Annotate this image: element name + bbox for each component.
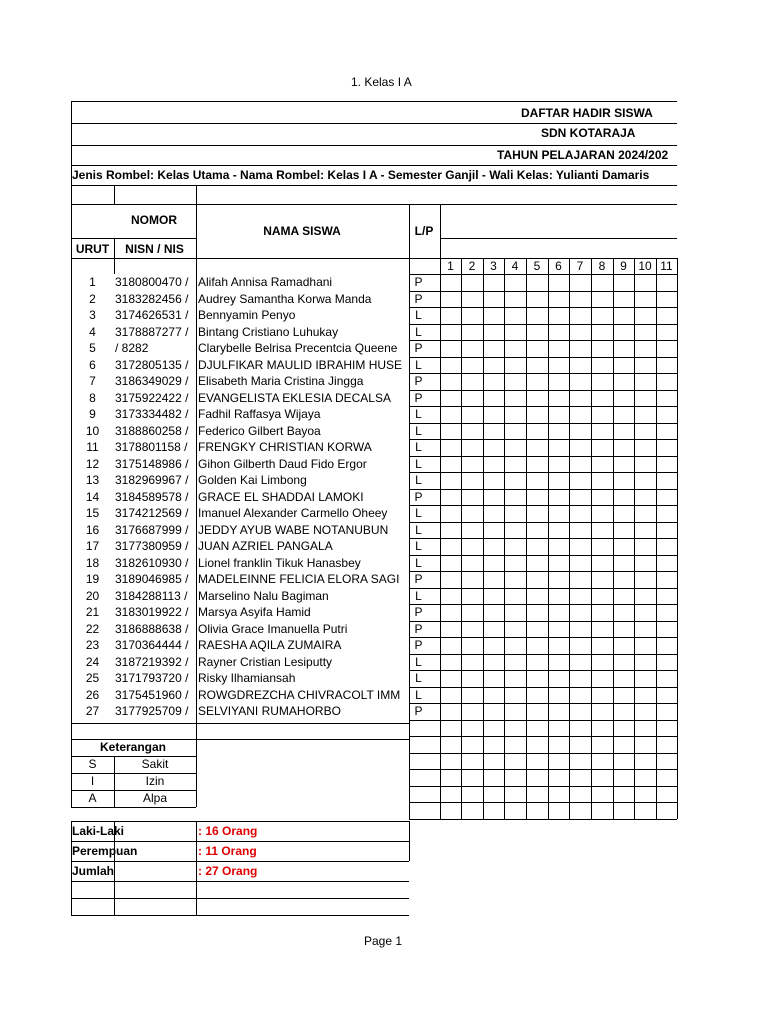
student-number: 7 [89, 374, 96, 388]
student-gender: L [415, 523, 422, 537]
student-number: 25 [85, 671, 100, 685]
summary-line [71, 881, 409, 882]
student-nisn: 3178801158 / [115, 440, 188, 454]
summary-value: : 16 Orang [198, 824, 258, 838]
student-name: Clarybelle Belrisa Precentcia Queene [198, 341, 398, 355]
student-nisn: 3174626531 / [115, 308, 189, 322]
day-header: 1 [447, 259, 454, 273]
student-gender: P [414, 572, 423, 586]
student-gender: P [414, 638, 423, 652]
student-name: Golden Kai Limbong [198, 473, 307, 487]
student-name: EVANGELISTA EKLESIA DECALSA [198, 391, 391, 405]
row-line [409, 819, 677, 820]
student-name: Gihon Gilberth Daud Fido Ergor [198, 457, 367, 471]
table-row [71, 472, 677, 489]
day-header: 3 [490, 259, 497, 273]
grid-line [71, 165, 677, 166]
student-name: Bennyamin Penyo [198, 308, 296, 322]
student-nisn: 3186888638 / [115, 622, 189, 636]
student-gender: P [414, 341, 423, 355]
school-name: SDN KOTARAJA [541, 126, 636, 140]
summary-line [71, 898, 409, 899]
row-line [409, 802, 677, 803]
col-header-nomor: NOMOR [131, 213, 177, 227]
table-row [71, 505, 677, 522]
table-row [71, 324, 677, 341]
student-number: 20 [85, 589, 100, 603]
student-name: FRENGKY CHRISTIAN KORWA [198, 440, 372, 454]
student-name: RAESHA AQILA ZUMAIRA [198, 638, 342, 652]
student-nisn: 3177380959 / [115, 539, 189, 553]
student-gender: L [415, 358, 422, 372]
grid-line [196, 204, 677, 205]
table-row [71, 439, 677, 456]
student-nisn: / 8282 [115, 341, 149, 355]
row-line [409, 753, 677, 754]
day-header: 9 [620, 259, 627, 273]
day-header: 6 [555, 259, 562, 273]
grid-line [409, 204, 410, 274]
student-nisn: 3172805135 / [115, 358, 189, 372]
table-row [71, 291, 677, 308]
academic-year: TAHUN PELAJARAN 2024/202 [497, 148, 669, 162]
student-nisn: 3171793720 / [115, 671, 189, 685]
student-name: JUAN AZRIEL PANGALA [198, 539, 333, 553]
class-info-cell [71, 165, 677, 185]
table-row [71, 423, 677, 440]
student-gender: L [415, 407, 422, 421]
student-name: DJULFIKAR MAULID IBRAHIM HUSE [198, 358, 403, 372]
student-nisn: 3175148986 / [115, 457, 189, 471]
student-name: Marsya Asyifa Hamid [198, 605, 311, 619]
student-number: 1 [89, 275, 96, 289]
page-caption: 1. Kelas I A [351, 75, 412, 89]
table-top-border [71, 101, 677, 102]
table-row [71, 571, 677, 588]
student-gender: P [414, 275, 423, 289]
table-row [71, 373, 677, 390]
student-name: SELVIYANI RUMAHORBO [198, 704, 341, 718]
student-gender: P [414, 490, 423, 504]
student-number: 19 [85, 572, 100, 586]
grid-line [71, 185, 677, 186]
table-row [71, 703, 677, 720]
student-number: 15 [85, 506, 100, 520]
summary-label: Jumlah [72, 864, 115, 878]
student-nisn: 3188860258 / [115, 424, 189, 438]
grid-line [196, 185, 197, 274]
day-header: 7 [576, 259, 584, 273]
student-nisn: 3174212569 / [115, 506, 189, 520]
student-name: Lionel franklin Tikuk Hanasbey [198, 556, 361, 570]
summary-value: : 11 Orang [198, 844, 257, 858]
col-header-nama: NAMA SISWA [263, 224, 341, 238]
student-number: 26 [85, 688, 100, 702]
student-name: Marselino Nalu Bagiman [198, 589, 329, 603]
student-gender: L [415, 506, 422, 520]
student-name: Alifah Annisa Ramadhani [198, 275, 333, 289]
student-gender: L [415, 424, 422, 438]
grid-line [71, 145, 677, 146]
student-number: 16 [85, 523, 100, 537]
student-nisn: 3173334482 / [115, 407, 189, 421]
student-name: Federico Gilbert Bayoa [198, 424, 321, 438]
student-gender: L [415, 308, 422, 322]
table-row [71, 555, 677, 572]
student-name: Rayner Cristian Lesiputty [198, 655, 333, 669]
student-number: 13 [85, 473, 100, 487]
student-gender: P [414, 374, 423, 388]
grid-line [440, 238, 677, 239]
grid-line [71, 123, 677, 124]
day-header: 8 [598, 259, 606, 273]
student-nisn: 3182969967 / [115, 473, 189, 487]
student-number: 9 [89, 407, 96, 421]
student-nisn: 3184589578 / [115, 490, 189, 504]
day-column-line [677, 258, 678, 819]
legend-label: Sakit [141, 757, 169, 771]
student-name: Fadhil Raffasya Wijaya [198, 407, 321, 421]
student-nisn: 3183019922 / [115, 605, 189, 619]
student-number: 8 [89, 391, 96, 405]
student-gender: L [415, 655, 422, 669]
day-header: 10 [638, 259, 652, 273]
student-number: 18 [85, 556, 100, 570]
grid-line [71, 723, 72, 739]
student-gender: L [415, 440, 422, 454]
summary-border [196, 821, 197, 915]
student-nisn: 3178887277 / [115, 325, 189, 339]
student-nisn: 3176687999 / [115, 523, 189, 537]
student-nisn: 3183282456 / [115, 292, 189, 306]
legend-code: S [88, 757, 97, 771]
day-header: 4 [511, 259, 519, 273]
table-row [71, 637, 677, 654]
student-gender: L [415, 457, 422, 471]
student-gender: P [414, 704, 423, 718]
student-number: 3 [89, 308, 96, 322]
student-nisn: 3175451960 / [115, 688, 189, 702]
student-name: Imanuel Alexander Carmello Oheey [198, 506, 388, 520]
student-number: 4 [89, 325, 96, 339]
table-row [71, 604, 677, 621]
grid-line [114, 238, 115, 274]
student-gender: L [415, 539, 422, 553]
legend-code: I [90, 774, 95, 788]
legend-label: Alpa [142, 791, 168, 805]
student-gender: P [414, 292, 423, 306]
student-name: Bintang Cristiano Luhukay [198, 325, 339, 339]
table-row [71, 456, 677, 473]
student-gender: L [415, 688, 422, 702]
student-number: 10 [85, 424, 100, 438]
table-left-border [71, 101, 72, 274]
student-nisn: 3189046985 / [115, 572, 189, 586]
student-gender: L [415, 589, 422, 603]
summary-line [71, 915, 409, 916]
student-number: 17 [85, 539, 100, 553]
student-name: Audrey Samantha Korwa Manda [198, 292, 372, 306]
student-number: 12 [85, 457, 100, 471]
student-gender: L [415, 556, 422, 570]
student-number: 11 [86, 440, 99, 454]
student-name: MADELEINNE FELICIA ELORA SAGI [198, 572, 400, 586]
student-number: 27 [85, 704, 100, 718]
student-nisn: 3180800470 / [115, 275, 189, 289]
legend-border [196, 739, 197, 807]
student-name: GRACE EL SHADDAI LAMOKI [198, 490, 364, 504]
col-header-urut: URUT [75, 242, 110, 256]
student-gender: P [414, 391, 423, 405]
grid-line [71, 204, 196, 205]
grid-line [71, 723, 409, 724]
row-line [409, 720, 677, 721]
student-number: 23 [85, 638, 100, 652]
legend-line [71, 807, 196, 808]
student-nisn: 3182610930 / [115, 556, 189, 570]
legend-code: A [88, 791, 97, 805]
row-line [409, 736, 677, 737]
summary-label: Laki-Laki [72, 824, 125, 838]
col-header-lp: L/P [414, 224, 434, 238]
table-row [71, 274, 677, 291]
summary-line [71, 821, 409, 822]
student-number: 14 [85, 490, 100, 504]
table-row [71, 406, 677, 423]
academic-year-cell [440, 146, 677, 164]
student-gender: P [414, 622, 423, 636]
student-gender: P [414, 605, 423, 619]
student-name: Elisabeth Maria Cristina Jingga [198, 374, 364, 388]
class-info: Jenis Rombel: Kelas Utama - Nama Rombel: Kelas I A - Semester Ganjil - Wali Kelas: Yulianti Damaris [72, 168, 650, 182]
row-line [409, 786, 677, 787]
summary-label: Perempuan [72, 844, 138, 858]
student-number: 5 [89, 341, 96, 355]
table-row [71, 621, 677, 638]
student-nisn: 3170364444 / [115, 638, 189, 652]
student-name: Risky Ilhamiansah [198, 671, 296, 685]
table-row [71, 307, 677, 324]
student-nisn: 3184288113 / [115, 589, 188, 603]
student-name: JEDDY AYUB WABE NOTANUBUN [198, 523, 389, 537]
student-number: 2 [89, 292, 96, 306]
table-row [71, 357, 677, 374]
student-gender: L [415, 325, 422, 339]
student-nisn: 3186349029 / [115, 374, 189, 388]
student-name: Olivia Grace Imanuella Putri [198, 622, 348, 636]
student-nisn: 3177925709 / [115, 704, 189, 718]
student-gender: L [415, 473, 422, 487]
student-nisn: 3187219392 / [115, 655, 189, 669]
student-number: 6 [89, 358, 96, 372]
table-row [71, 390, 677, 407]
legend-title: Keterangan [99, 740, 167, 754]
table-row [71, 522, 677, 539]
table-row [71, 588, 677, 605]
student-number: 21 [85, 605, 100, 619]
col-header-nisn: NISN / NIS [125, 242, 184, 256]
table-row [71, 670, 677, 687]
table-row [71, 489, 677, 506]
student-nisn: 3175922422 / [115, 391, 189, 405]
day-header: 5 [533, 259, 541, 273]
table-row [71, 340, 677, 357]
legend-label: Izin [145, 774, 165, 788]
grid-line [71, 258, 196, 259]
summary-line [71, 841, 409, 842]
table-row [71, 687, 677, 704]
student-gender: L [415, 671, 422, 685]
summary-value: : 27 Orang [198, 864, 258, 878]
student-number: 22 [85, 622, 100, 636]
student-name: ROWGDREZCHA CHIVRACOLT IMM [198, 688, 401, 702]
summary-line [71, 861, 409, 862]
page-footer: Page 1 [364, 934, 403, 948]
table-row [71, 654, 677, 671]
grid-line [71, 238, 196, 239]
student-number: 24 [85, 655, 100, 669]
summary-border [409, 821, 410, 861]
row-line [409, 769, 677, 770]
day-header: 11 [660, 259, 673, 273]
document-title: DAFTAR HADIR SISWA [521, 106, 653, 120]
day-header: 2 [468, 259, 476, 273]
table-row [71, 538, 677, 555]
grid-line [114, 185, 115, 204]
